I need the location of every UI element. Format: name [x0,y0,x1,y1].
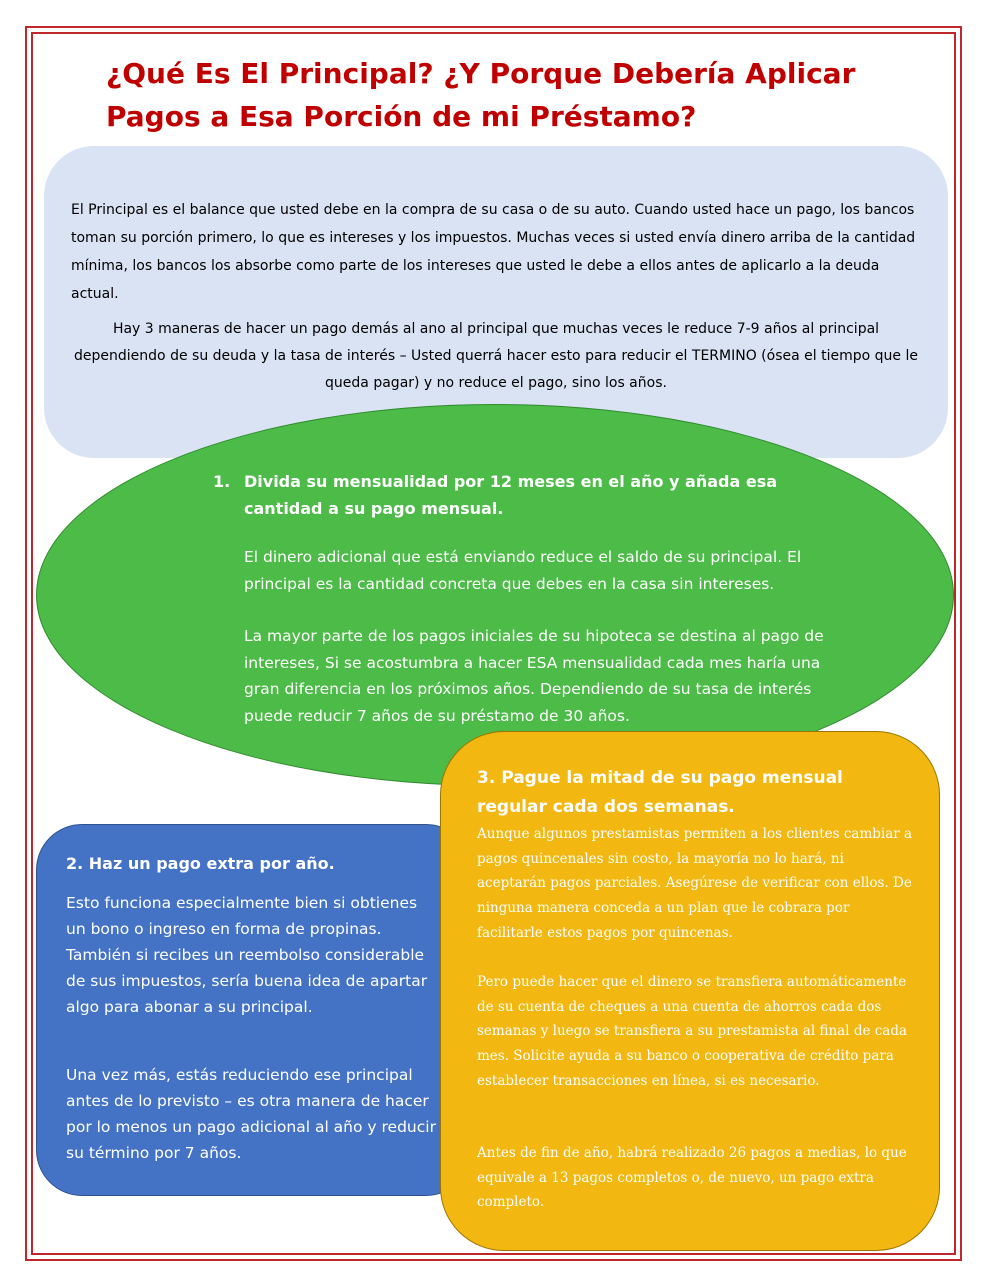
section3-paragraph-1: Aunque algunos prestamistas permiten a los clientes cambiar a pagos quincenales sin costo, la mayoría no lo hará, ni aceptarán pagos parciales. Asegúrese de verificar con ellos. De ninguna manera conceda a un plan que le cobrara por facilitarle estos pagos por quincenas. [477,826,913,941]
section3-paragraph-2: Pero puede hacer que el dinero se transfiera automáticamente de su cuenta de cheques a una cuenta de ahorros cada dos semanas y luego se transfiera a su prestamista al final de cada mes. Solicite ayuda a su banco o cooperativa de crédito para establecer transacciones en línea, si es necesario. [477,974,908,1089]
page-title: ¿Qué Es El Principal? ¿Y Porque Debería Aplicar Pagos a Esa Porción de mi Préstamo? [106,57,856,133]
intro-paragraph-2: Hay 3 maneras de hacer un pago demás al ano al principal que muchas veces le reduce 7-9 años al principal dependiendo de su deuda y la tasa de interés – Usted querrá hacer esto para reducir el TERMINO (ósea el tiempo que le queda pagar) y no reduce el pago, sino los años. [74,321,918,391]
section2-paragraph-2: Una vez más, estás reduciendo ese principal antes de lo previsto – es otra manera de hacer por lo menos un pago adicional al año y reducir su término por 7 años. [66,1066,436,1162]
section1-paragraph-1: El dinero adicional que está enviando reduce el saldo de su principal. El principal es la cantidad concreta que debes en la casa sin intereses. [244,548,802,593]
section2-paragraph-1: Esto funciona especialmente bien si obtienes un bono o ingreso en forma de propinas. También si recibes un reembolso considerable de sus impuestos, sería buena idea de apartar algo para abonar a su principal. [66,894,428,1016]
section1-number: 1. [213,472,231,491]
section1-paragraph-2: La mayor parte de los pagos iniciales de su hipoteca se destina al pago de intereses, Si se acostumbra a hacer ESA mensualidad cada mes haría una gran diferencia en los próximos años. Dependiendo de su tasa de interés puede reducir 7 años de su préstamo de 30 años. [244,627,824,725]
section1-title: Divida su mensualidad por 12 meses en el año y añada esa cantidad a su pago mensual. [244,472,778,518]
section3-title: 3. Pague la mitad de su pago mensual regular cada dos semanas. [477,768,843,817]
section3-paragraph-3: Antes de fin de año, habrá realizado 26 pagos a medias, lo que equivale a 13 pagos completos o, de nuevo, un pago extra completo. [477,1145,907,1211]
intro-paragraph-1: El Principal es el balance que usted debe en la compra de su casa o de su auto. Cuando usted hace un pago, los bancos toman su porción primero, lo que es intereses y los impuestos. Muchas veces si usted envía dinero arriba de la cantidad mínima, los bancos los absorbe como parte de los intereses que usted le debe a ellos antes de aplicarlo a la deuda actual. [71,202,916,302]
section2-title: 2. Haz un pago extra por año. [66,854,335,873]
